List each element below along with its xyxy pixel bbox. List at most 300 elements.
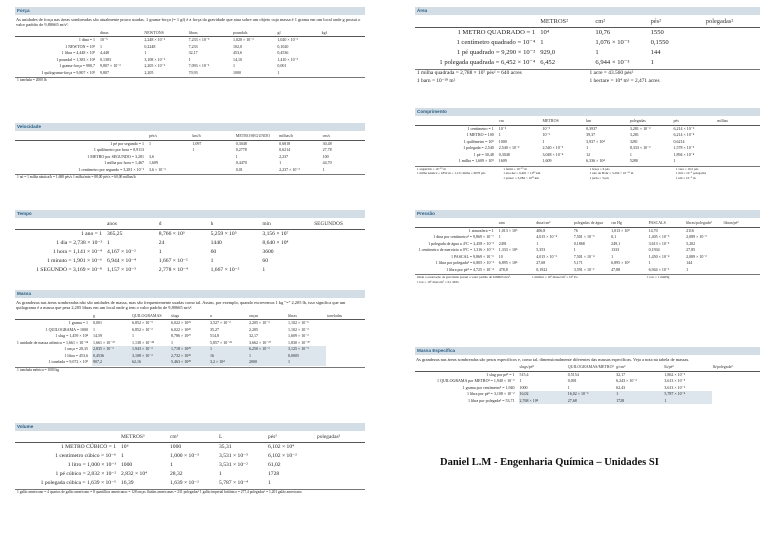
section-note: 1 fermi = 10⁻¹⁵ m 1 ano-luz = 9,461 × 10¹² km 1 parsec = 3,084 × 10¹³ km [503,166,541,180]
row-label: 1 ano = 1 [80,231,102,237]
row-label: 1 libra por pé³ = 3,108 × 10⁻² [467,391,515,397]
table-cell: 3,2 × 10⁴ [209,359,248,366]
row-label: 1 quilômetro por hora = 0,9113 [93,147,144,152]
table-row [15,470,365,479]
table-cell: 1000 [121,462,133,468]
table-cell: 0,1922 [536,266,548,272]
table-cell: 60 [262,258,268,264]
column-header [415,118,498,125]
section-title: Tempo [15,210,365,218]
table-cell: 7,233 × 10⁻⁵ [188,37,210,43]
table-cell: 6,214 × 10⁻⁶ [673,125,695,131]
table-cell: 3,613 × 10⁻² [648,240,670,246]
row-label: 1 milha por hora = 1,467 [104,160,144,165]
table-cell: 2,205 × 10⁻³ [249,320,270,326]
table-cell: 1728 [615,398,663,405]
forca-table [15,30,365,77]
table-cell: 1,830 × 10⁻³⁰ [288,339,311,345]
table-cell: 0,01 [235,166,243,172]
table-cell: 0,6214 [279,147,291,152]
table-cell: 1 [498,234,501,239]
row-label: 1 centímetro por segundo = 3,281 × 10⁻² [78,166,144,172]
table-row [415,48,760,58]
section-pressao [415,210,760,284]
section-massa [15,290,365,373]
table-cell: 6,022 × 10²³ [171,320,191,326]
table-cell: 10⁶ [121,444,129,450]
table-cell: 2,768 × 10⁴ [519,398,567,405]
section-note: 1 braça = 6 pés 1 raio de Bohr = 5,292 × 10⁻¹¹ m 1 jarda = 3 pés [589,166,634,180]
table-cell: 27,78 [322,147,332,152]
table-cell: 1 [158,249,162,255]
table-cell: 60 [210,249,217,255]
table-cell: 8,640 × 10⁴ [262,240,289,246]
table-cell: 1 [573,247,576,252]
table-cell: 12 [586,151,591,157]
pressao-table [415,220,760,273]
table-cell: 6,944 × 10⁻⁴ [107,258,137,264]
table-cell: 1 [192,147,195,152]
table-cell: 1 [519,378,522,384]
table-cell: 14,70 [648,227,658,233]
table-cell: 1 [567,384,570,390]
section-velocidade [15,123,365,181]
column-header: pés/s [148,133,191,140]
table-cell: 1 [248,353,287,360]
table-cell: 0,1 [611,234,617,239]
row-label: 1 libra = 4,448 × 10⁵ [61,50,95,56]
table-cell: 478,8 [498,266,508,272]
table-cell: 4,167 × 10⁻² [107,249,136,255]
row-label: 1 PASCAL = 9,869 × 10⁻⁶ [450,253,494,259]
table-cell: 0,0005 [287,353,326,360]
table-cell: 1,450 × 10⁻⁴ [648,253,670,259]
table-row [15,257,365,266]
section-tempo [15,210,365,275]
column-header: METRO/SEGUNDO [235,133,278,140]
section-forca [15,7,365,84]
row-label: 1 centímetro quadrado = 10⁻⁴ [456,39,536,46]
table-cell: 5,857 × 10⁻²⁶ [210,339,232,345]
table-row [415,125,760,132]
section-intro: As grandezas nas áreas sombreadas não são unidades de massa, mas são frequentemente usadas como tal. Assim, por exemplo, quando escrevemos 1 kg "=" 2,205 lb, isso significa que um quilograma é a massa que pesa 2,205 libras em um local onde g tem o valor padrão de 9,80665 m/s². [16,300,346,311]
table-cell: 3,108 × 10⁻² [144,56,165,62]
column-header: dina/cm² [535,220,572,227]
table-cell: 1,943 × 10⁻³ [131,346,170,353]
table-cell: 1 [498,132,501,137]
row-label: 1 centímetro de mercúrio a 0°C = 1,316 × 10⁻² [418,247,494,252]
table-cell: 6,852 × 10⁻² [132,326,153,332]
table-cell: 0,5154 [567,371,579,377]
table-header-row [15,30,365,37]
row-label: 1 polegada = 2,540 [463,145,494,150]
table-cell: 10⁻⁵ [100,37,108,43]
table-cell: 1 [686,266,689,272]
table-cell: 3,281 [629,132,639,137]
table-row [15,140,365,147]
table-row [15,37,365,44]
table-header-row [15,313,365,320]
table-row [15,70,365,77]
table-cell: 3,527 × 10⁻² [210,320,231,326]
table-cell: 1,013 × 10⁶ [498,227,518,233]
table-cell: 929,0 [540,49,556,56]
row-label: 1 dina por centímetro² = 9,869 × 10⁻⁷ [433,234,494,239]
table-header-row [15,220,365,230]
section-title: Massa Específica [415,347,760,355]
massa-especifica-table [415,364,760,404]
comprimento-table [415,118,760,165]
section-note: 1 angström = 10⁻¹⁰ m 1 milha náutica = 1852 m = 1,151 milha = 6076 pés [417,166,486,176]
table-cell: 9,807 [100,69,109,75]
table-cell: 0,1868 [573,240,585,246]
table-cell: 61,02 [268,462,281,468]
table-cell: 6,452 [540,59,556,66]
table-cell: 6,102 × 10⁴ [268,444,295,450]
table-cell: 0,1020 [277,43,289,49]
row-label: 1 slug por pé³ = 1 [486,371,515,377]
column-header: km/h [191,133,234,140]
row-label: 1 pé = 30,48 [473,151,494,157]
column-header: libras/polegada² [685,220,722,227]
table-cell: 2,540 × 10⁻⁵ [542,145,564,150]
column-header: libras [287,313,326,320]
table-cell: 10 [498,253,503,259]
table-header-row [15,433,365,443]
section-title: Velocidade [15,123,365,131]
row-label: 1 libra por polegada² = 6,805 × 10⁻² [435,260,494,265]
table-cell: 1440 [210,240,222,246]
section-note: 1 vara = 16,5 pés 1 mil = 10⁻³ polegadas 1 nm = 10⁻⁹ m [675,166,707,180]
row-label: 1 libra por pé² = 4,725 × 10⁻⁴ [446,266,494,272]
table-cell: 0,4470 [235,160,247,165]
table-cell: 16,39 [121,480,134,486]
table-cell: 1,639 × 10⁻² [170,480,199,486]
column-header: dinas [99,30,143,37]
row-label: 1 pé por segundo = 1 [110,140,144,146]
column-header: cm/s [322,133,365,140]
table-cell: 144 [650,49,661,56]
table-cell: 10,76 [595,29,611,36]
column-header: PASCALS [648,220,685,227]
table-cell: 2116 [686,227,694,233]
table-cell: 32,17 [616,371,626,377]
table-cell: 3,531 × 10⁻⁵ [219,453,249,459]
table-row [415,227,760,234]
section-title: Pressão [415,210,760,218]
table-cell: 1,138 × 10⁻²⁸ [132,339,154,345]
table-cell: 62,16 [131,359,170,366]
table-cell: 1609 [498,158,507,163]
table-cell: 8,766 × 10³ [158,231,185,237]
table-cell: 1,718 × 10²⁵ [170,346,209,353]
table-cell: 39,37 [586,132,596,137]
table-cell: 1 [170,462,173,468]
table-cell: 1,410 × 10⁻² [277,56,298,62]
table-cell: 907,2 [92,359,131,366]
table-row [15,452,365,461]
table-cell: 3,591 × 10⁻² [573,266,595,272]
table-cell: 0,1383 [100,56,111,62]
table-cell: 1000 [232,69,241,75]
table-cell: 10⁻³ [542,132,550,137]
section-note: 1 torr = 1 mmHg [647,275,670,279]
section-note: 1 acre = 43.560 pés² 1 hectare = 10⁴ m² = 2,471 acres [589,70,660,84]
row-label: 1 poundal = 1,383 × 10⁴ [56,56,95,62]
table-cell: 1 [673,158,676,163]
column-header: poundals [232,30,276,37]
column-header: gf [276,30,320,37]
row-label: 1 unidade de massa atômica = 1,661 × 10⁻²⁴ [16,339,88,345]
table-cell: 1 [149,140,151,146]
column-header: QUILOGRAMAS [131,313,170,320]
table-cell: 62,43 [616,384,626,390]
table-cell: 6,214 × 10⁻⁴ [673,132,695,137]
section-title: Comprimento [415,108,760,116]
table-cell: 1333 [611,247,620,252]
column-header: g/cm³ [615,364,663,371]
row-label: 1 quilograma-força = 9,807 × 10⁵ [41,69,95,75]
row-label: 1 onça = 28,35 [64,346,88,352]
table-cell: 453,6 [232,50,242,56]
table-cell: 1,667 × 10⁻² [210,267,240,273]
table-cell: 5,202 [686,240,696,246]
footer-caption: Daniel L.M - Engenharia Química – Unidades SI [440,457,659,468]
table-cell: 1 [188,56,191,62]
table-cell: 6,102 × 10⁻² [268,453,297,459]
table-cell: 0,001 [277,63,287,69]
table-cell: 1 [268,480,271,486]
table-cell: 27,68 [567,398,615,405]
table-cell: 2,237 × 10⁻² [279,166,300,172]
column-header: cm² [594,17,649,28]
table-cell: 3,613 × 10⁻⁵ [664,378,686,384]
table-cell: 1,667 × 10⁻² [158,258,188,264]
table-cell: 1 [611,253,614,259]
table-cell: 5,787 × 10⁻⁴ [663,391,711,398]
column-header: u [209,313,248,320]
column-header: NEWTONS [143,30,187,37]
table-row [15,266,365,275]
column-header: toneladas [326,313,365,320]
column-header: METROS² [539,17,594,28]
table-cell: 0,4536 [92,353,131,360]
table-cell: 1,020 × 10⁻⁶ [277,37,299,43]
table-cell: 3,6 × 10⁻² [149,166,166,172]
column-header: libras [188,30,232,37]
column-header [15,313,92,320]
table-cell: 1 [262,267,266,273]
table-row [15,230,365,240]
table-cell: 0,3048 [235,140,247,146]
table-cell: 16,02 × 10⁻³ [567,391,615,398]
table-cell: 30,48 [322,140,332,146]
table-cell: 47,88 [611,266,621,272]
table-cell: 1 [542,138,545,144]
column-header [415,364,519,371]
table-cell: 6,250 × 10⁻² [248,346,287,353]
section-note: Onde a aceleração da gravidade possui o valor padrão de 9,80665 m/s². 1 bar = 10⁶ dina/cm² = 0,1 MPa [417,275,511,284]
table-row [15,320,365,327]
table-cell: 0,001 [93,320,102,326]
table-cell: 1 [540,39,544,46]
table-row [15,167,365,174]
column-header: d [158,220,210,230]
table-cell: 2,237 [279,153,289,159]
row-label: 1 grama = 1 [68,320,88,326]
table-cell: 2,832 × 10⁴ [121,471,148,477]
row-label: 1 minuto = 1,901 × 10⁻⁶ [46,258,102,264]
table-cell: 1 [663,398,711,405]
table-cell: 6,944 × 10⁻³ [648,266,670,272]
table-cell: 7,233 [188,43,198,49]
section-intro: As unidades de força nas áreas sombreadas são atualmente pouco usadas. 1 grama-força (= 1 gf) é a força da gravidade que atua sobre um objeto cuja massa é 1 grama em um local onde g possui o valor padrão de 9,80665 m/s². [16,17,361,28]
table-cell: 0,001 [567,378,577,384]
table-cell: 0,2778 [235,147,247,152]
column-header: SEGUNDOS [313,220,365,230]
table-cell: 2,089 × 10⁻² [686,253,707,259]
section-intro: As grandezas nas áreas sombreadas são pesos específicos e, como tal, dimensionalmente diferentes das massas específicas. Veja a nota na tabela de massas. [416,357,690,362]
table-cell: 4,015 × 10⁻⁴ [536,234,558,239]
table-cell: 1 [650,59,654,66]
table-cell: 2,248 × 10⁻⁶ [144,37,166,43]
table-cell: 0,1934 [648,247,660,252]
table-cell: 24 [158,240,165,246]
velocidade-table [15,133,365,173]
table-cell: 1,333 × 10⁴ [498,247,518,252]
table-row [415,58,760,68]
section-volume [15,423,365,496]
table-cell: 1 [615,391,663,398]
row-label: 1 libra por polegada³ = 53,71 [467,397,515,403]
table-cell: 10⁴ [540,29,550,36]
column-header: slugs/pé³ [519,364,567,371]
table-row [15,479,365,488]
table-cell: 102,0 [232,43,242,49]
column-header: milhas [716,118,760,125]
table-cell: 365,25 [107,231,123,237]
column-header [15,433,120,443]
section-title: Força [15,7,365,15]
table-cell: 8,786 × 10²⁷ [171,333,191,339]
table-cell: 14,59 [93,333,102,339]
table-cell: 6,852 × 10⁻⁵ [132,320,153,326]
section-comprimento [415,108,760,180]
table-cell: 76 [573,227,578,233]
table-cell: 0,2248 [144,43,156,49]
section-note: 1 tonelada = 2000 lb [15,77,365,84]
column-header: pés³ [267,433,316,443]
table-cell: 1,894 × 10⁻⁴ [673,151,695,157]
table-cell: 1 [100,43,102,49]
table-cell: 1 [232,63,235,69]
table-cell: 3,281 × 10⁻² [629,125,651,131]
row-label: 1 NEWTON = 10⁵ [65,43,95,49]
table-cell: 0,3048 [498,151,510,157]
table-cell: 1000 [170,444,182,450]
table-cell: 2,089 × 10⁻³ [686,234,707,239]
table-cell: 1,000 × 10⁻³ [170,453,199,459]
column-header: cm³ [169,433,218,443]
table-cell: 3,6 [149,153,154,159]
row-label: 1 grama-força = 980,7 [59,63,95,69]
column-header: polegadas³ [316,433,365,443]
column-header [15,220,106,230]
table-cell: 6,022 × 10²⁶ [171,326,191,332]
table-cell: 32,17 [249,333,258,339]
table-cell: 27,68 [536,260,546,265]
row-label: 1 METRO por SEGUNDO = 3,281 [87,153,144,159]
section-title: Massa [15,290,365,298]
table-cell: 3,531 × 10⁻² [219,462,248,468]
area-notes [415,69,760,85]
table-cell: 0,3937 [586,125,598,131]
table-cell: 5,171 [573,260,583,265]
section-note: 1 milha quadrada = 2,788 × 10⁷ pés² = 640 acres 1 barn = 10⁻²⁸ m² [417,70,522,84]
column-header: lb/polegada³ [712,364,760,371]
table-cell: 3,613 × 10⁻² [664,384,685,390]
section-note: 1 milibar = 10³ dinas/cm² = 10² Pa [532,275,578,279]
table-header-row [415,118,760,125]
table-cell: 1,609 [542,158,552,163]
table-cell: 1000 [498,138,507,144]
table-cell: 514,8 [210,333,219,339]
table-cell: 1 [107,240,110,246]
table-cell: 0,4536 [277,50,289,56]
table-cell: 2,205 [144,69,154,75]
table-cell: 1 [235,153,238,159]
table-cell: 249,1 [611,240,621,246]
table-cell: 1,102 × 10⁻⁶ [288,320,309,326]
column-header: pés² [650,17,705,28]
table-cell: 28,32 [170,471,183,477]
comprimento-notes [415,166,760,181]
table-cell: 1,609 [149,160,158,165]
table-cell: 1,862 × 10⁻² [664,371,685,377]
table-cell: 2,540 × 10⁻² [498,145,520,150]
table-cell: 35,31 [219,444,232,450]
row-label: 1 grama por centímetro³ = 1,940 [462,384,515,390]
table-cell: 1 [648,260,651,265]
table-cell: 16,02 [519,391,567,398]
column-header: polegadas de água [573,220,610,227]
table-cell: 0,6818 [279,140,291,146]
row-label: 1 polegada de água a 4°C = 2,458 × 10⁻³ [428,240,494,246]
column-header: polegadas [629,118,673,125]
table-cell: 1 [277,69,280,75]
column-header: g [92,313,131,320]
table-cell: 6,895 × 10⁴ [498,260,518,265]
column-header [15,133,148,140]
column-header: anos [106,220,158,230]
table-cell: 1,405 × 10⁻⁵ [648,234,670,239]
table-row [415,158,760,165]
row-label: 1 slug = 1,459 × 10⁴ [55,333,88,339]
table-cell: 6,944 × 10⁻³ [595,59,630,66]
table-cell: 3,125 × 10⁻⁵ [287,346,326,353]
table-row [15,443,365,453]
column-header [15,30,99,37]
table-cell: 1,013 × 10⁵ [611,227,630,233]
table-cell: 14,10 [232,56,242,62]
column-header: slugs [170,313,209,320]
table-cell: 1 [219,471,222,477]
section-note: 1 tonelada métrica = 1000 kg [15,367,365,374]
column-header: h [210,220,262,230]
row-label: 1 hora = 1,141 × 10⁻⁴ [52,249,102,255]
table-cell: 5280 [629,158,638,163]
table-cell: 1 [171,339,173,345]
